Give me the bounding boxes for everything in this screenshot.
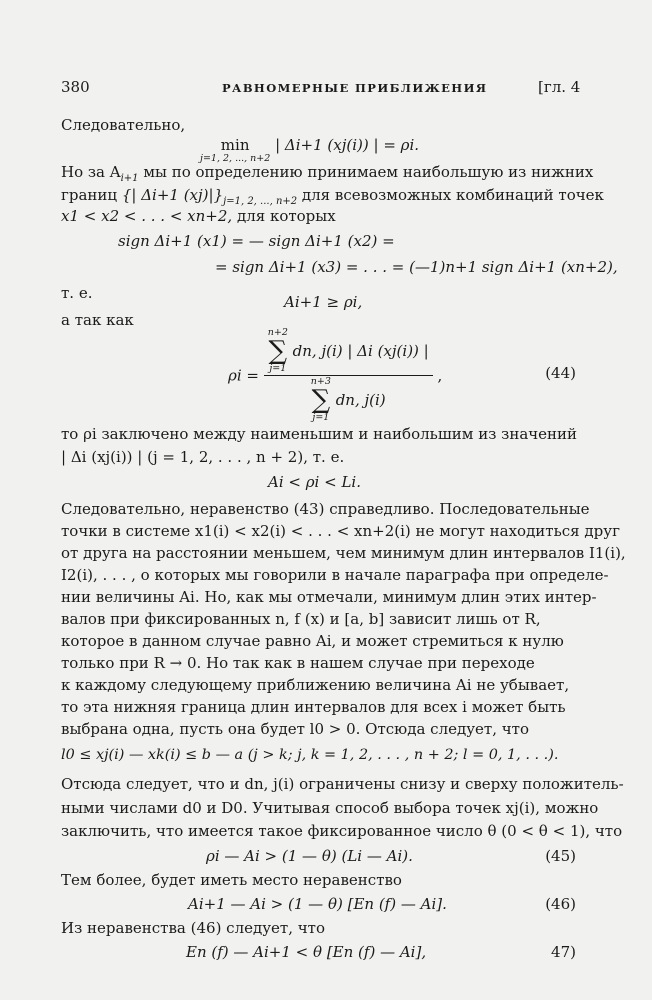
running-title: РАВНОМЕРНЫЕ ПРИБЛИЖЕНИЯ bbox=[222, 81, 488, 95]
equation-min-body: | Δi+1 (xj(i)) | = ρi. bbox=[275, 136, 420, 154]
eq44-lhs: ρi = bbox=[228, 366, 259, 385]
text-line: к каждому следующему приближению величина Ai не убывает, bbox=[61, 676, 570, 694]
text-line: ными числами d0 и D0. Учитывая способ выбора точек xj(i), можно bbox=[61, 799, 599, 817]
equation-46: Ai+1 — Ai > (1 — θ) [En (f) — Ai]. bbox=[188, 895, 447, 913]
text-line: точки в системе x1(i) < x2(i) < . . . < xn+2(i) не могут находиться друг bbox=[61, 522, 620, 540]
equation-45: ρi — Ai > (1 — θ) (Li — Ai). bbox=[206, 847, 413, 865]
inequality-l0: l0 ≤ xj(i) — xk(i) ≤ b — a (j > k; j, k = 1, 2, . . . , n + 2; l = 0, 1, . . .). bbox=[61, 747, 559, 763]
text-line: Отсюда следует, что и dn, j(i) ограничены снизу и сверху положитель- bbox=[61, 775, 624, 793]
equation-number-45: (45) bbox=[545, 847, 576, 865]
text-fragment: для всевозможных комбинаций точек bbox=[301, 186, 604, 204]
text-line: Из неравенства (46) следует, что bbox=[61, 919, 326, 937]
math-fragment: {| Δi+1 (xj)|} bbox=[121, 186, 224, 204]
text-fragment: границ bbox=[61, 186, 118, 204]
text-line: которое в данном случае равно Ai, и может стремиться к нулю bbox=[61, 632, 564, 650]
text-line: т. е. bbox=[61, 284, 93, 302]
text-line: нии величины Ai. Но, как мы отмечали, минимум длин этих интер- bbox=[61, 588, 597, 606]
min-subscript: j=1, 2, ..., n+2 bbox=[200, 153, 271, 165]
equation-number-44: (44) bbox=[545, 364, 576, 382]
text-line: I2(i), . . . , о которых мы говорили в начале параграфа при определе- bbox=[61, 566, 609, 584]
text-line: то эта нижняя граница длин интервалов для всех i может быть bbox=[61, 698, 566, 716]
math-fragment: x1 < x2 < . . . < xn+2, bbox=[61, 207, 233, 225]
sum-lower: j=1 bbox=[269, 362, 287, 374]
equation-sign-line-2: = sign Δi+1 (x3) = . . . = (—1)n+1 sign Δi+1 (xn+2), bbox=[215, 258, 618, 276]
fraction-bar bbox=[264, 375, 433, 376]
equation-A-ge-rho: Ai+1 ≥ ρi, bbox=[284, 293, 363, 311]
page-number: 380 bbox=[61, 78, 90, 96]
text-fragment: Но за A bbox=[61, 163, 121, 181]
text-fragment: мы по определению принимаем наибольшую из нижних bbox=[138, 163, 594, 181]
text-fragment: для которых bbox=[236, 207, 336, 225]
sum-upper: n+3 bbox=[310, 375, 331, 387]
sum-symbol: n+3 ∑ j=1 bbox=[310, 375, 331, 423]
eq44-comma: , bbox=[437, 366, 443, 385]
text-line: | Δi (xj(i)) | (j = 1, 2, . . . , n + 2), т. е. bbox=[61, 448, 345, 466]
text-line bbox=[61, 163, 594, 184]
text-line: только при R → 0. Но так как в нашем случае при переходе bbox=[61, 654, 535, 672]
text-line: валов при фиксированных n, f (x) и [a, b] зависит лишь от R, bbox=[61, 610, 541, 628]
sum-lower: j=1 bbox=[312, 411, 330, 423]
text-line bbox=[61, 186, 604, 207]
text-line: от друга на расстоянии меньшем, чем минимум длин интервалов I1(i), bbox=[61, 544, 626, 562]
equation-A-rho-L: Ai < ρi < Li. bbox=[268, 473, 361, 491]
text-line: а так как bbox=[61, 311, 134, 329]
equation-sign-line-1: sign Δi+1 (x1) = — sign Δi+1 (x2) = bbox=[118, 232, 395, 250]
text-line: то ρi заключено между наименьшим и наибольшим из значений bbox=[61, 425, 578, 443]
subscript: j=1, 2, ..., n+2 bbox=[223, 196, 298, 207]
text-line: выбрана одна, пусть она будет l0 > 0. Отсюда следует, что bbox=[61, 720, 529, 738]
eq44-denominator-term: dn, j(i) bbox=[335, 390, 386, 409]
text-line: заключить, что имеется такое фиксированное число θ (0 < θ < 1), что bbox=[61, 822, 623, 840]
subscript: i+1 bbox=[120, 173, 139, 184]
sum-upper: n+2 bbox=[267, 327, 288, 338]
equation-44 bbox=[228, 328, 442, 423]
eq44-fraction bbox=[264, 328, 433, 423]
text-line: Следовательно, неравенство (43) справедливо. Последовательные bbox=[61, 500, 590, 518]
text-line: Тем более, будет иметь место неравенство bbox=[61, 871, 402, 889]
equation-47: En (f) — Ai+1 < θ [En (f) — Ai], bbox=[186, 943, 427, 961]
text-line: Следовательно, bbox=[61, 116, 186, 134]
eq44-denominator bbox=[264, 377, 433, 423]
sum-symbol: n+2 ∑ j=1 bbox=[267, 327, 288, 374]
text-line bbox=[61, 207, 336, 225]
equation-min bbox=[200, 136, 419, 164]
equation-number-47: 47) bbox=[551, 943, 576, 961]
equation-number-46: (46) bbox=[545, 895, 576, 913]
min-operator: min bbox=[220, 136, 250, 154]
eq44-numerator-term: dn, j(i) | Δi (xj(i)) | bbox=[292, 341, 429, 360]
eq44-numerator bbox=[264, 328, 433, 374]
chapter-label: [гл. 4 bbox=[538, 78, 581, 96]
